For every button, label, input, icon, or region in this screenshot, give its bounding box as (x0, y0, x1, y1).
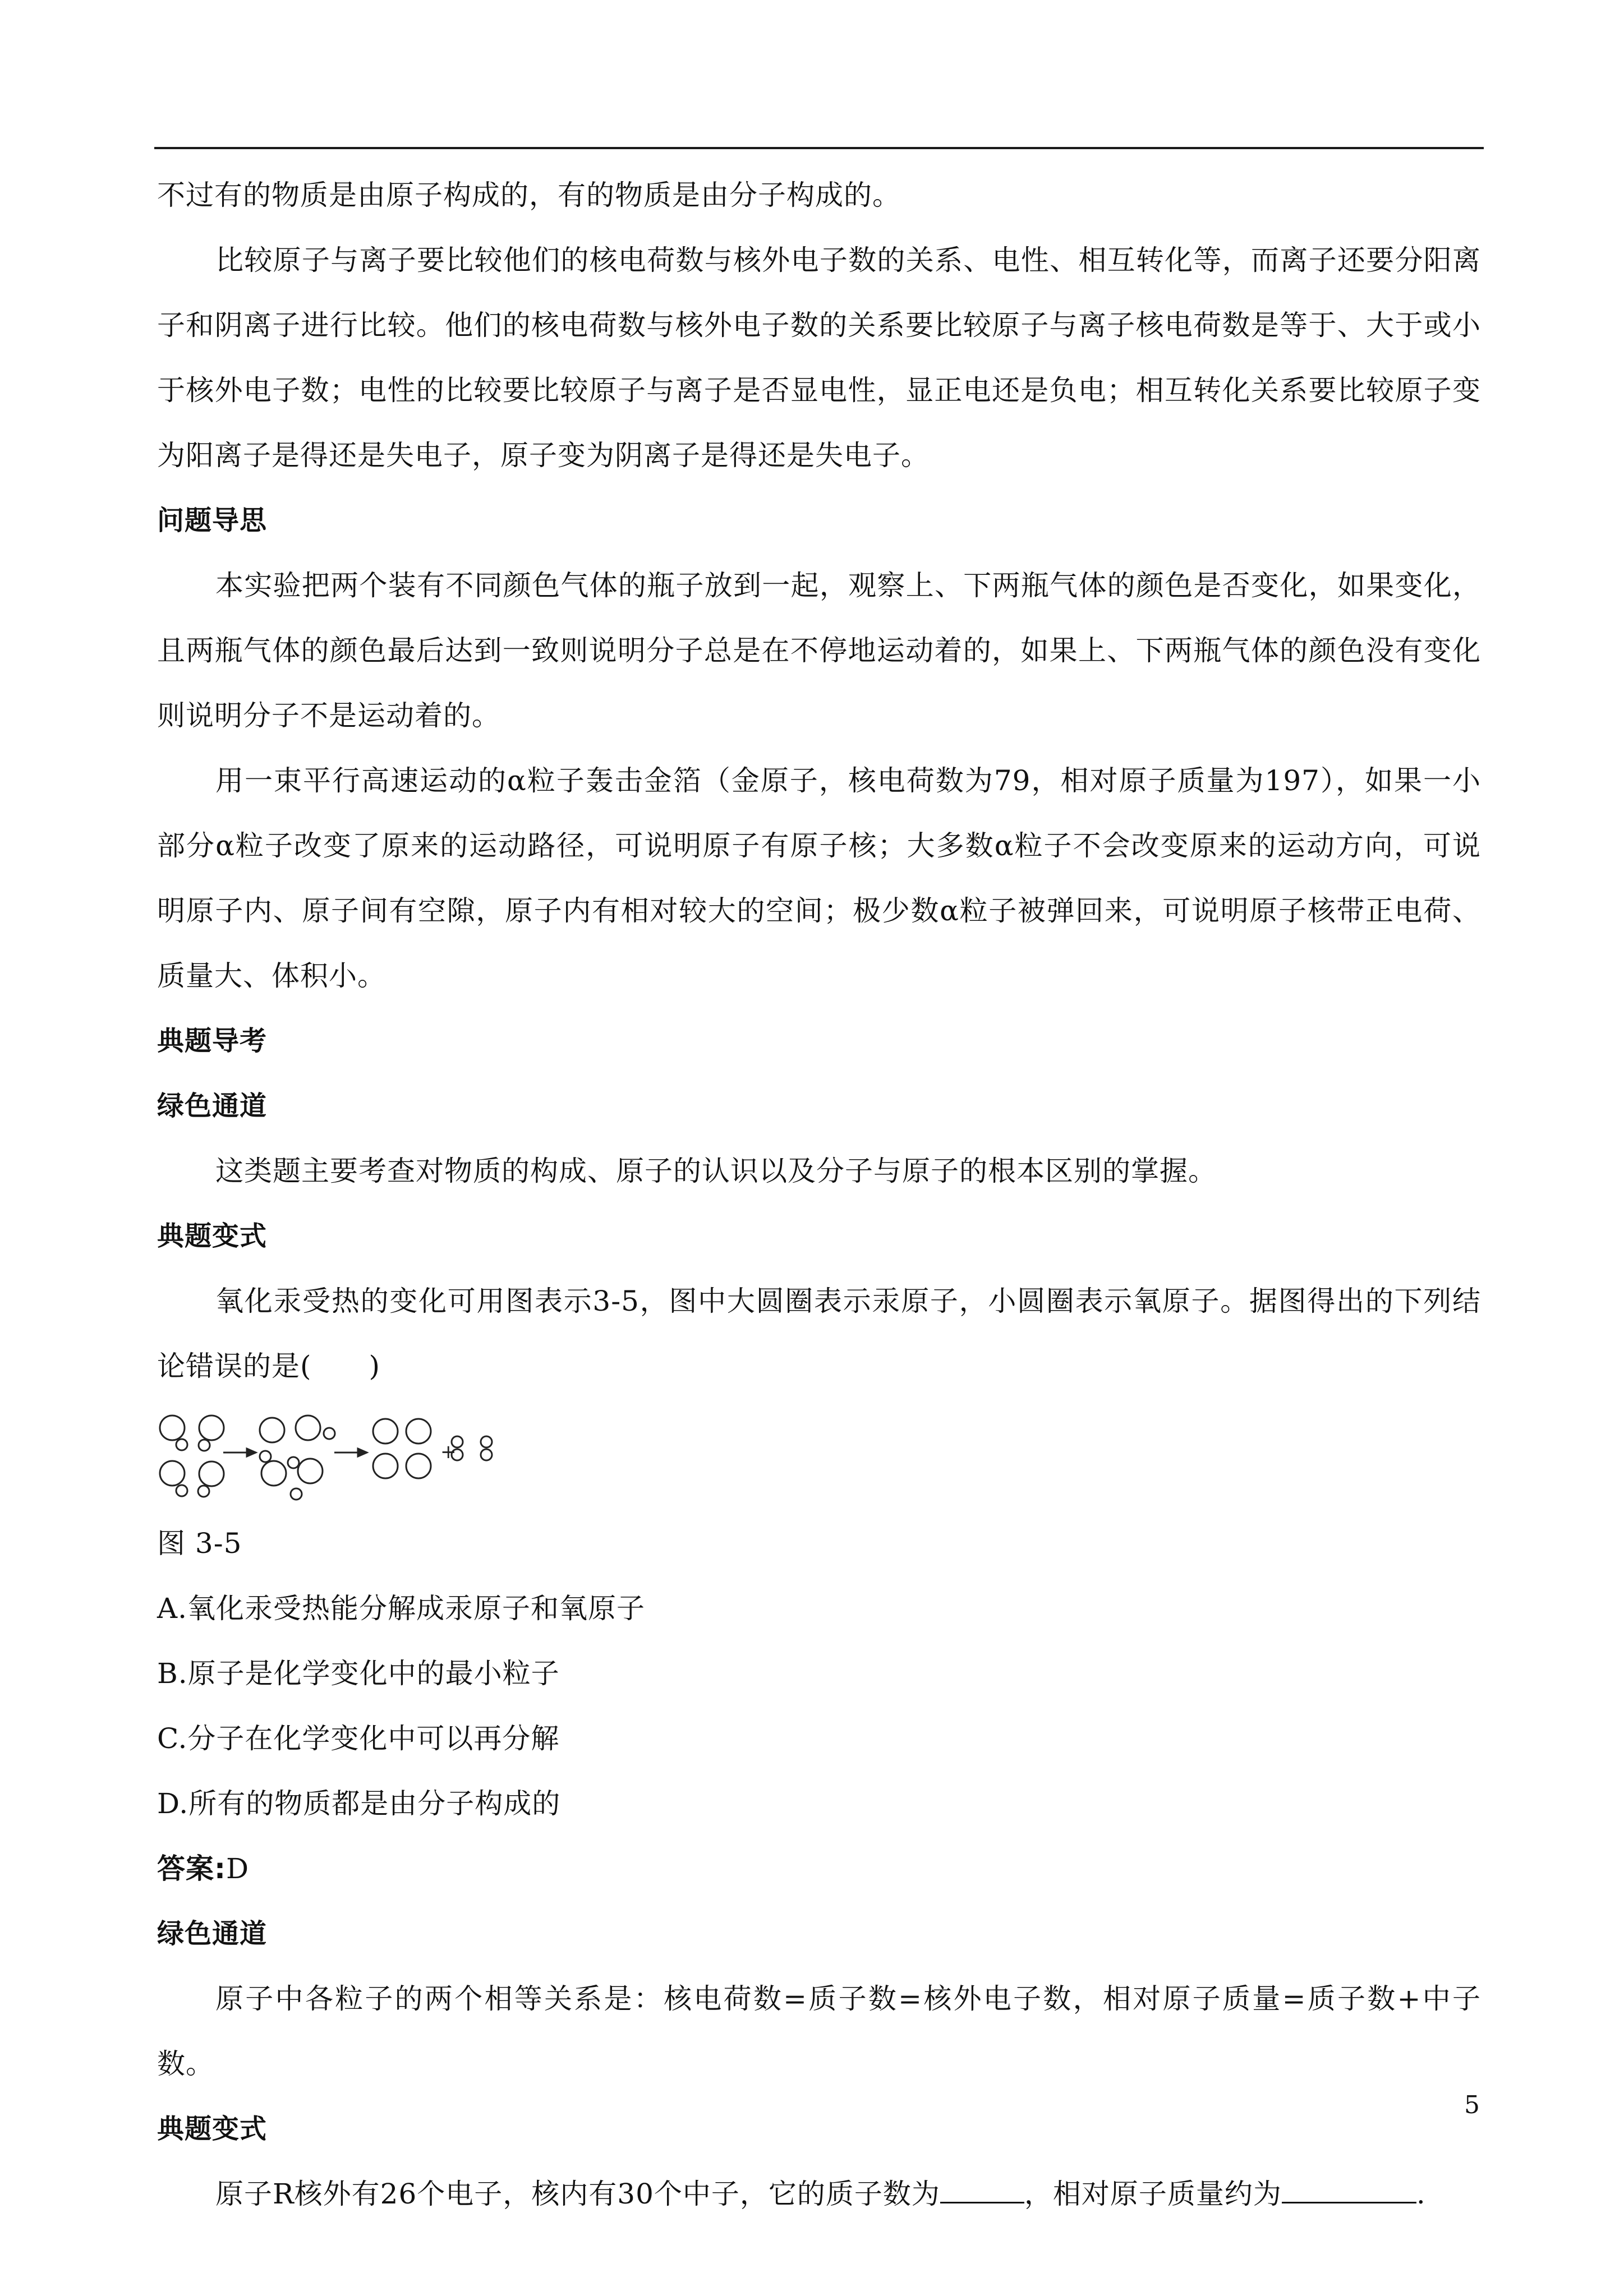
figure-3-5-mercury-oxide-decomposition (157, 1407, 494, 1511)
heading-question-variant-1: 典题变式 (157, 1220, 268, 1252)
option-a: A.氧化汞受热能分解成汞原子和氧原子 (157, 1592, 646, 1625)
mercury-atom (199, 1416, 224, 1440)
molecule-diagram (157, 1407, 494, 1511)
answer-value: D (226, 1852, 250, 1885)
oxygen-atom (199, 1440, 210, 1451)
option-b: B.原子是化学变化中的最小粒子 (157, 1657, 560, 1690)
paragraph-mercury-oxide-question: 氧化汞受热的变化可用图表示3-5，图中大圆圈表示汞原子，小圆圈表示氧原子。据图得出的下列结论错误的是( ) (157, 1285, 1481, 1382)
oxygen-atom (324, 1428, 335, 1439)
mercury-atom (199, 1461, 224, 1486)
mercury-atom (298, 1459, 323, 1483)
mercury-atom (260, 1418, 284, 1442)
paragraph-alpha-particle: 用一束平行高速运动的α粒子轰击金箔（金原子，核电荷数为79，相对原子质量为197），如果一小部分α粒子改变了原来的运动路径，可说明原子有原子核；大多数α粒子不会改变原来的运动方向，可说明原子内、原子间有空隙，原子内有相对较大的空间；极少数α粒子被弹回来，可说明原子核带正电荷、质量大、体积小。 (157, 764, 1481, 992)
option-d: D.所有的物质都是由分子构成的 (157, 1787, 561, 1820)
oxygen-atom (176, 1485, 187, 1496)
paragraph-atoms-molecules: 不过有的物质是由原子构成的，有的物质是由分子构成的。 (157, 179, 901, 211)
mercury-atom (296, 1416, 320, 1440)
heading-question-variant-2: 典题变式 (157, 2113, 268, 2145)
question-text-part-2: ，相对原子质量约为 (1024, 2178, 1282, 2210)
heading-green-channel-1: 绿色通道 (157, 1090, 268, 1122)
question-text-part-3: . (1416, 2178, 1426, 2210)
paragraph-green-channel-1: 这类题主要考查对物质的构成、原子的认识以及分子与原子的根本区别的掌握。 (215, 1155, 1217, 1187)
answer-label: 答案: (157, 1852, 226, 1885)
heading-typical-question: 典题导考 (157, 1025, 268, 1057)
paragraph-green-channel-2: 原子中各粒子的两个相等关系是：核电荷数=质子数=核外电子数，相对原子质量=质子数+中子数。 (157, 1983, 1481, 2080)
answer-line (157, 1836, 1481, 1901)
oxygen-atom (176, 1439, 187, 1450)
mercury-atom (373, 1419, 398, 1444)
mercury-atom (160, 1461, 185, 1486)
mercury-atom (406, 1419, 431, 1444)
figure-caption: 图 3-5 (157, 1527, 242, 1560)
page-number: 5 (1464, 2091, 1480, 2119)
mercury-atom (406, 1454, 431, 1478)
mercury-atom (261, 1461, 286, 1486)
heading-question-guide: 问题导思 (157, 505, 268, 536)
oxygen-atom (481, 1436, 492, 1447)
mercury-atom (160, 1416, 185, 1440)
option-c: C.分子在化学变化中可以再分解 (157, 1722, 560, 1755)
page-content (157, 163, 1481, 2226)
mercury-atom (373, 1454, 398, 1478)
oxygen-atom (481, 1449, 492, 1460)
question-text-part-1: 原子R核外有26个电子，核内有30个中子，它的质子数为 (215, 2178, 940, 2210)
paragraph-atom-ion-comparison: 比较原子与离子要比较他们的核电荷数与核外电子数的关系、电性、相互转化等，而离子还要分阳离子和阴离子进行比较。他们的核电荷数与核外电子数的关系要比较原子与离子核电荷数是等于、大于或小于核外电子数；电性的比较要比较原子与离子是否显电性，显正电还是负电；相互转化关系要比较原子变为阳离子是得还是失电子，原子变为阴离子是得还是失电子。 (157, 244, 1481, 472)
oxygen-atom (288, 1457, 299, 1468)
oxygen-atom (198, 1486, 209, 1497)
arrow-head (358, 1449, 367, 1456)
arrow-head (247, 1449, 256, 1456)
oxygen-atom (291, 1488, 302, 1500)
oxygen-atom (260, 1451, 271, 1462)
atomic-mass-blank[interactable] (1282, 2179, 1416, 2203)
paragraph-gas-experiment: 本实验把两个装有不同颜色气体的瓶子放到一起，观察上、下两瓶气体的颜色是否变化，如果变化，且两瓶气体的颜色最后达到一致则说明分子总是在不停地运动着的，如果上、下两瓶气体的颜色没有变化则说明分子不是运动着的。 (157, 569, 1481, 732)
paragraph-atom-r-question (157, 2161, 1481, 2226)
plus-sign: + (440, 1441, 457, 1463)
header-rule (154, 147, 1484, 149)
proton-number-blank[interactable] (940, 2179, 1024, 2203)
heading-green-channel-2: 绿色通道 (157, 1918, 268, 1949)
